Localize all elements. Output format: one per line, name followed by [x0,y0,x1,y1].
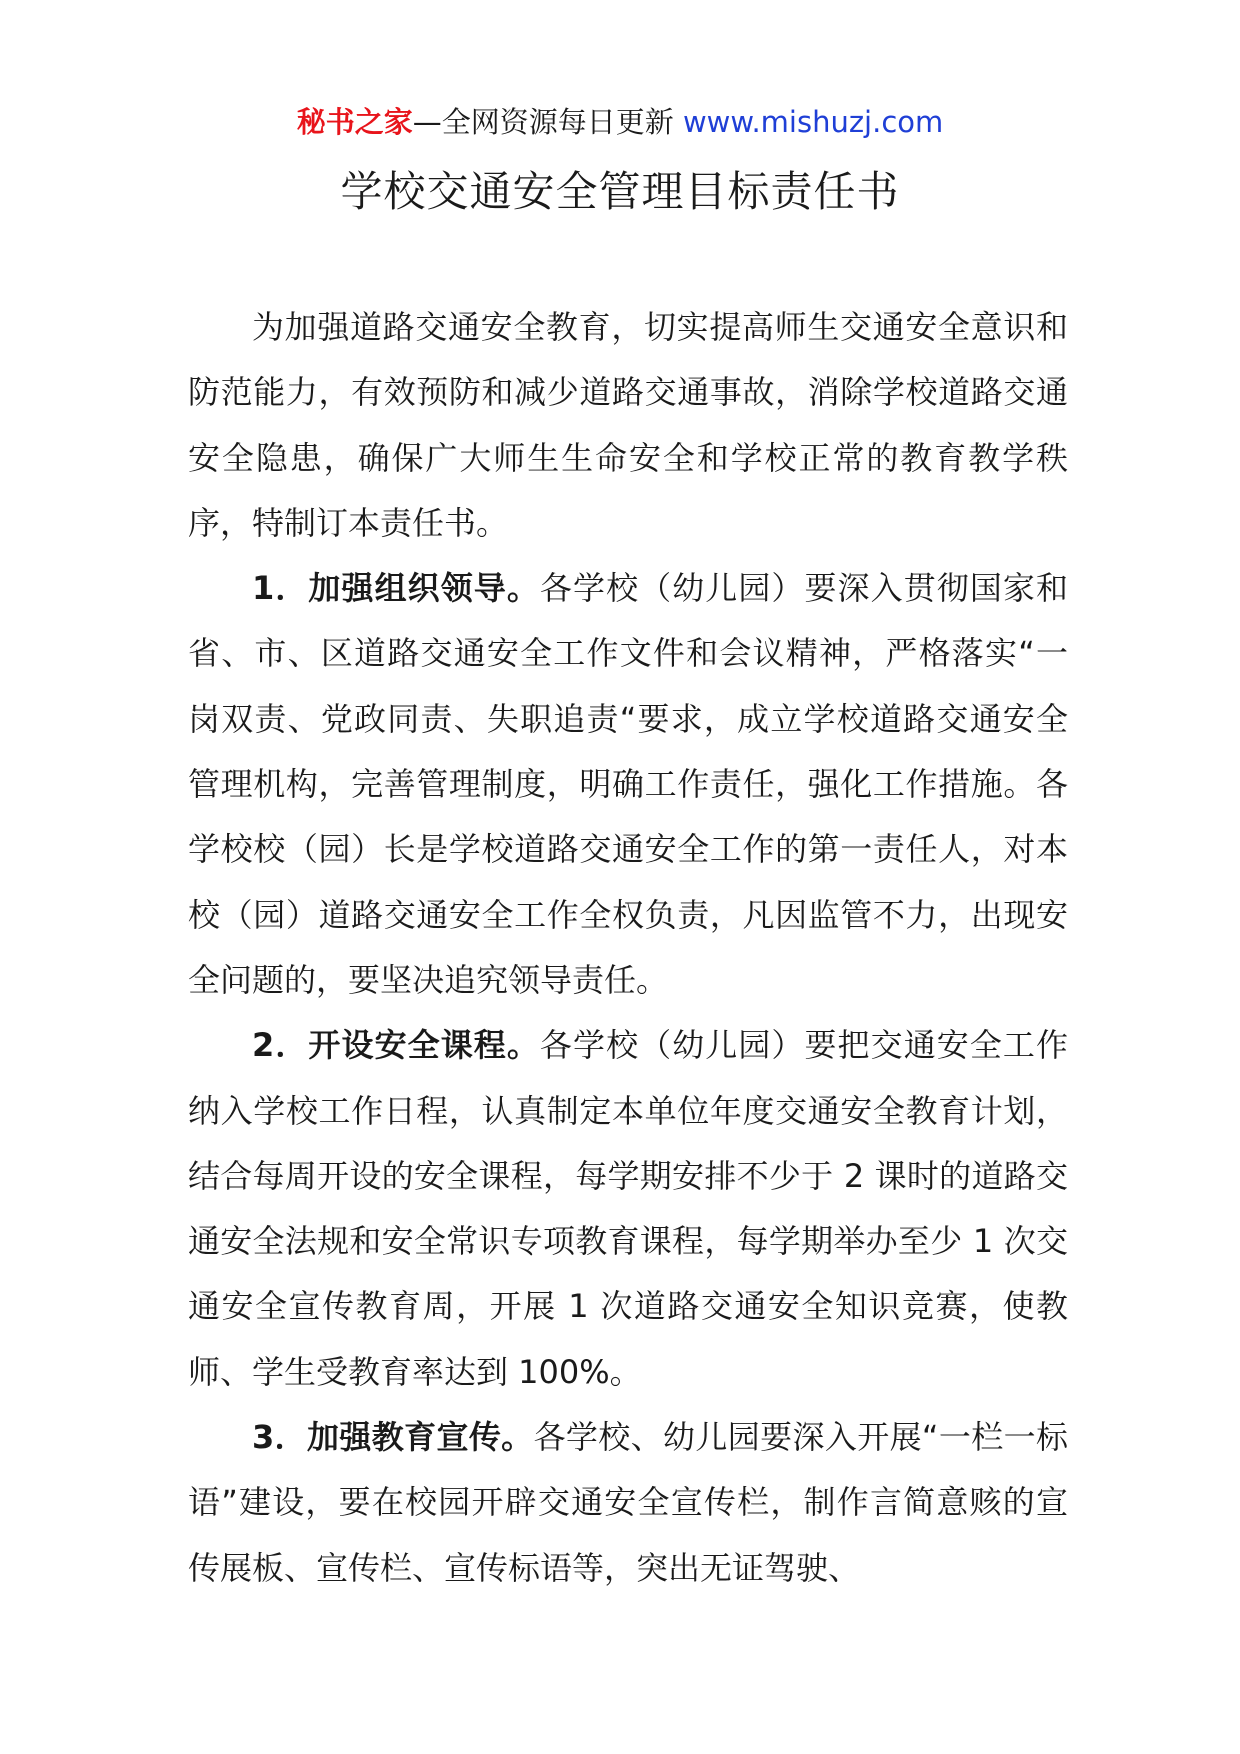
section-paragraph-2 [188,1013,1068,1405]
section-text: 各学校、幼儿园要深入开展“一栏一标语”建设，要在校园开辟交通安全宣传栏，制作言简意赅的宣传展板、宣传栏、宣传标语等，突出无证驾驶、 [188,1418,1068,1587]
section-heading: 加强组织领导。 [308,569,540,608]
intro-paragraph: 为加强道路交通安全教育，切实提高师生交通安全意识和防范能力，有效预防和减少道路交通事故，消除学校道路交通安全隐患，确保广大师生生命安全和学校正常的教育教学秩序，特制订本责任书。 [188,308,1068,542]
site-brand: 秘书之家 [296,105,413,139]
section-number: 2． [252,1026,309,1065]
section-paragraph-1 [188,556,1068,1013]
document-title: 学校交通安全管理目标责任书 [340,167,900,216]
document-body [188,295,1068,1601]
section-number: 3． [252,1418,307,1457]
site-tagline: —全网资源每日更新 [412,105,683,139]
section-text: 各学校（幼儿园）要深入贯彻国家和省、市、区道路交通安全工作文件和会议精神，严格落实“一岗双责、党政同责、失职追责“要求，成立学校道路交通安全管理机构，完善管理制度，明确工作责任，强化工作措施。各学校校（园）长是学校道路交通安全工作的第一责任人，对本校（园）道路交通安全工作全权负责，凡因监管不力，出现安全问题的，要坚决追究领导责任。 [188,569,1068,999]
site-url-link[interactable]: www.mishuzj.com [682,105,944,139]
site-header [0,100,1240,144]
section-text: 各学校（幼儿园）要把交通安全工作纳入学校工作日程，认真制定本单位年度交通安全教育计划，结合每周开设的安全课程，每学期安排不少于 2 课时的道路交通安全法规和安全常识专项教育课程，每学期举办至少 1 次交通安全宣传教育周，开展 1 次道路交通安全知识竞赛，使教师、学生受教育率达到 100%。 [188,1026,1068,1391]
section-heading: 开设安全课程。 [308,1026,540,1065]
section-number: 1． [252,569,309,608]
section-paragraph-3 [188,1405,1068,1601]
section-heading: 加强教育宣传。 [307,1418,534,1457]
